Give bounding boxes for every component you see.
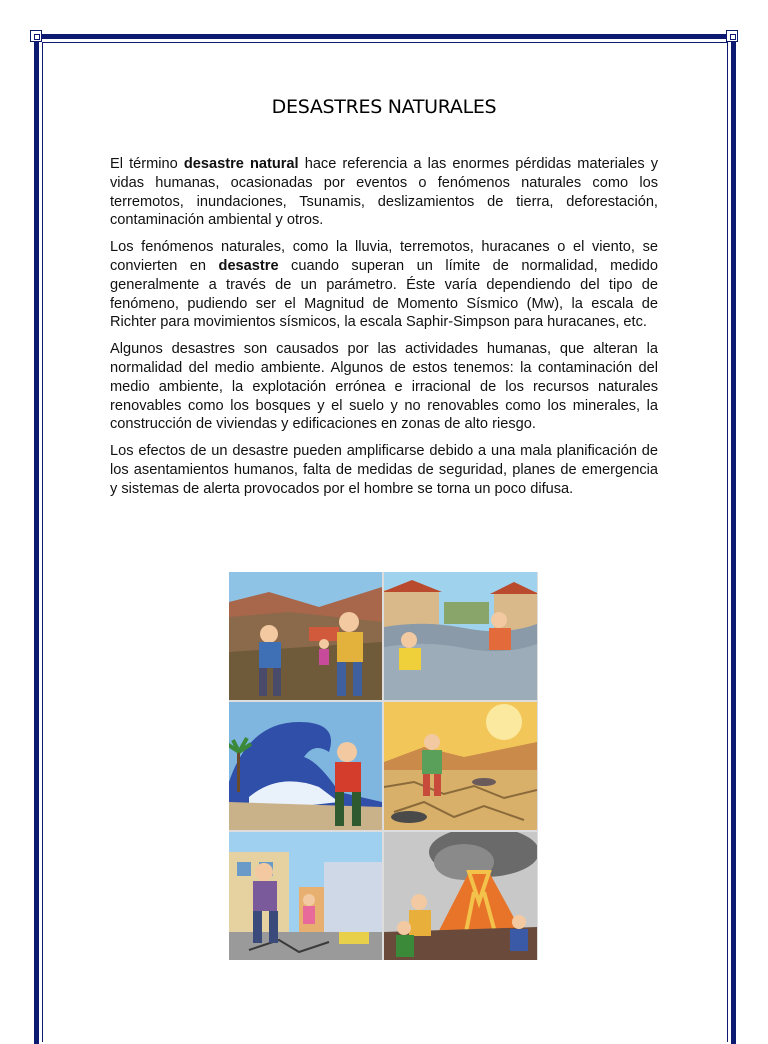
tsunami-illustration <box>229 702 382 830</box>
document-body <box>110 155 658 507</box>
drought-illustration <box>384 702 537 830</box>
border-corner-ornament <box>30 30 42 42</box>
paragraph-3: Algunos desastres son causados por las actividades humanas, que alteran la normalidad del medio ambiente. Algunos de estos tenemos: la contaminación del medio ambiente, la explotación errónea e irracional de los recursos naturales renovables como los bosques y el suelo y no renovables como los minerales, la construcción de viviendas y edificaciones en zonas de alto riesgo. <box>110 341 658 433</box>
natural-disasters-illustration <box>229 572 538 960</box>
flood-illustration <box>384 572 537 700</box>
bold-term: desastre <box>218 257 279 274</box>
border-corner-ornament <box>726 30 738 42</box>
volcano-illustration <box>384 832 537 960</box>
landslide-illustration <box>229 572 382 700</box>
earthquake-illustration <box>229 832 382 960</box>
bold-term: desastre natural <box>183 156 299 172</box>
document-title: DESASTRES NATURALES <box>271 96 497 118</box>
paragraph-2: Los fenómenos naturales, como la lluvia, terremotos, huracanes o el viento, se convierten en desastre cuando superan un límite de normalidad, medido generalmente a través de un parámetro. Éste varía dependiendo del tipo de fenómeno, pudiendo ser el Magnitud de Momento Sísmico (Mw), la escala de Richter para movimientos sísmicos, la escala Saphir-Simpson para huracanes, etc. <box>110 239 658 331</box>
paragraph-1: El término desastre natural hace referencia a las enormes pérdidas materiales y vidas humanas, ocasionadas por eventos o fenómenos naturales como los terremotos, inundaciones, Tsunamis, deslizamientos de tierra, deforestación, contaminación ambiental y otros. <box>110 156 659 229</box>
paragraph-4: Los efectos de un desastre pueden amplificarse debido a una mala planificación de los asentamientos humanos, falta de medidas de seguridad, planes de emergencia y sistemas de alerta provocados por el hombre se torna un poco difusa. <box>110 443 658 497</box>
